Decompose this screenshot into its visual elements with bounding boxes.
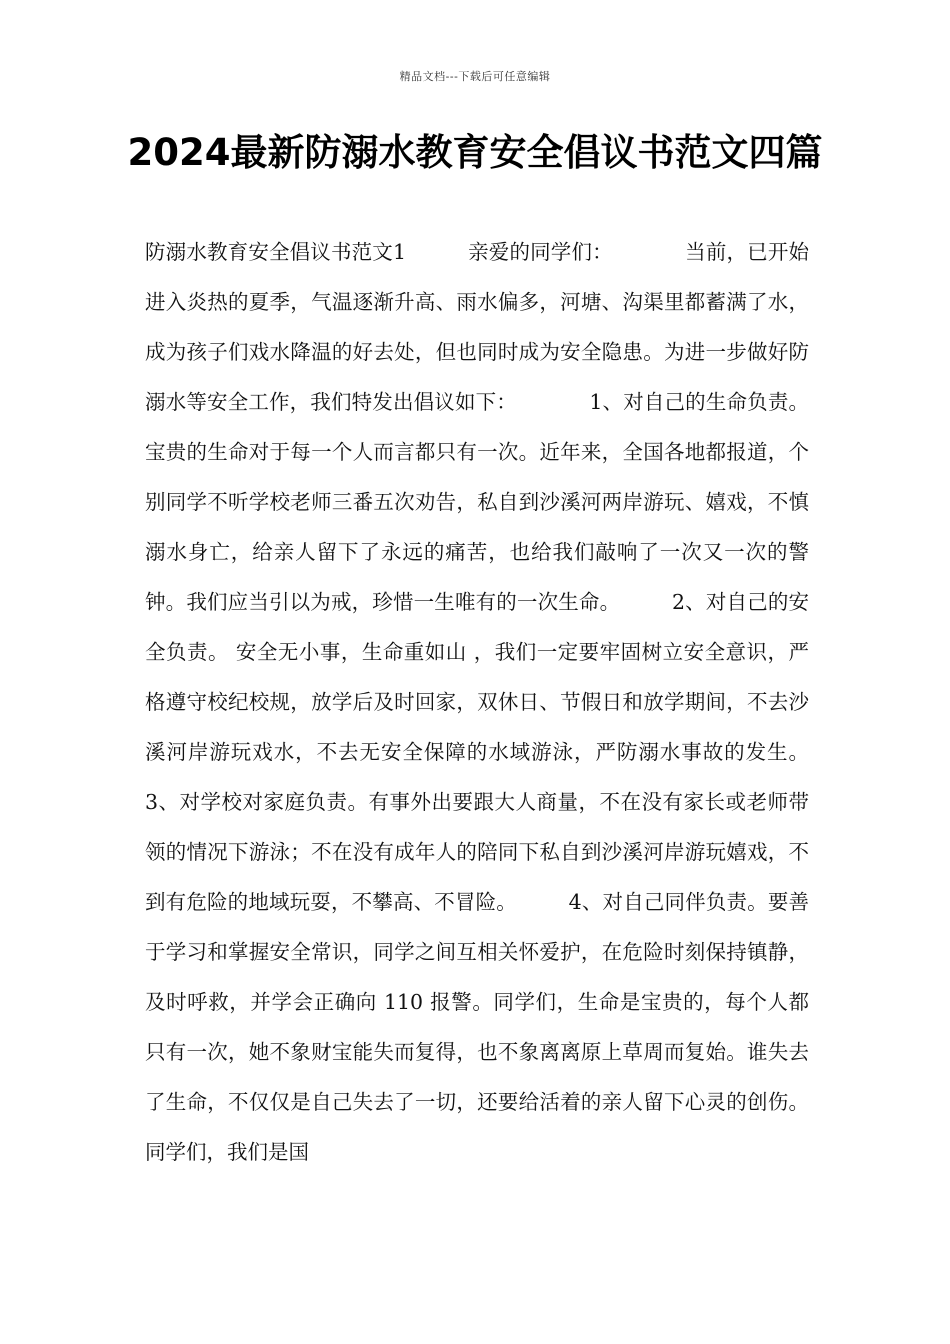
page-header-note: 精品文档---下载后可任意编辑 <box>399 70 551 83</box>
document-title: 2024最新防溺水教育安全倡议书范文四篇 <box>127 131 823 174</box>
document-body-paragraph: 防溺水教育安全倡议书范文1 亲爱的同学们： 当前，已开始进入炎热的夏季，气温逐渐升高、雨水偏多，河塘、沟渠里都蓄满了水，成为孩子们戏水降温的好去处，但也同时成为安全隐患。为进一步做好防溺水等安全工作，我们特发出倡议如下： 1、对自己的生命负责。宝贵的生命对于每一个人而言都只有一次。近年来，全国各地都报道，个别同学不听学校老师三番五次劝告，私自到沙溪河两岸游玩、嬉戏，不慎溺水身亡，给亲人留下了永远的痛苦，也给我们敲响了一次又一次的警钟。我们应当引以为戒，珍惜一生唯有的一次生命。 2、对自己的安全负责。 安全无小事，生命重如山 ，我们一定要牢固树立安全意识，严格遵守校纪校规，放学后及时回家，双休日、节假日和放学期间，不去沙溪河岸游玩戏水，不去无安全保障的水域游泳，严防溺水事故的发生。3、对学校对家庭负责。有事外出要跟大人商量，不在没有家长或老师带领的情况下游泳；不在没有成年人的陪同下私自到沙溪河岸游玩嬉戏，不到有危险的地域玩耍，不攀高、不冒险。 4、对自己同伴负责。要善于学习和掌握安全常识，同学之间互相关怀爱护，在危险时刻保持镇静，及时呼救，并学会正确向 110 报警。同学们，生命是宝贵的，每个人都只有一次，她不象财宝能失而复得，也不象离离原上草周而复始。谁失去了生命，不仅仅是自己失去了一切，还要给活着的亲人留下心灵的创伤。同学们，我们是国 <box>145 240 809 1164</box>
